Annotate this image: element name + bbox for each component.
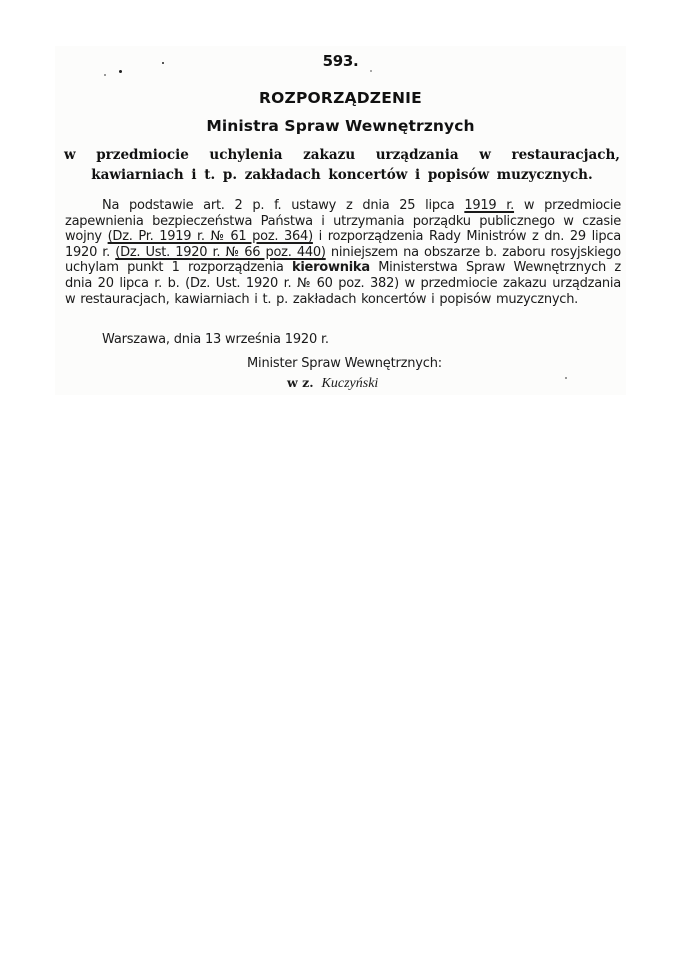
scan-speck [565,377,567,379]
body-text-segment: Na podstawie art. 2 p. f. ustawy z dnia 25 lipca [102,198,465,213]
body-text-segment: niniejszem na obszarze b. zaboru rosyjskiego uchylam punkt 1 rozporządzenia [65,244,621,276]
underlined-reference: (Dz. Pr. 1919 r. № 61 poz. 364) [107,229,313,245]
bold-word: kierownika [291,260,370,276]
scan-speck [119,70,122,73]
underlined-reference: (Dz. Ust. 1920 r. № 66 poz. 440) [115,244,326,260]
body-text-segment: i rozporządzenia Rady Ministrów z dn. 29 lipca 1920 r. [65,229,622,260]
body-text-segment: w przedmiocie zapewnienia bezpieczeństwa Państwa i utrzymania porządku publicznego w czasie wojny [65,198,622,245]
document-title: ROZPORZĄDZENIE [259,89,422,107]
page-number: 593. [322,52,359,70]
document-subject: w przedmiocie uchylenia zakazu urządzania w restauracjach, kawiarniach i t. p. zakładach koncertów i popisów muzycznych. [64,147,620,183]
signatory-title: Minister Spraw Wewnętrznych: [247,356,442,371]
body-text-segment: Ministerstwa Spraw Wewnętrznych z dnia 20 lipca r. b. (Dz. Ust. 1920 r. № 60 poz. 382) w przedmiocie zakazu urządzania w restauracjach, kawiarniach i t. p. zakładach koncertów i popisów muzycznych. [65,260,621,307]
underlined-reference: 1919 r. [464,198,515,213]
scan-speck [370,70,372,72]
place-and-date: Warszawa, dnia 13 września 1920 r. [102,332,329,347]
signature-name: Kuczyński [321,376,379,391]
document-subtitle: Ministra Spraw Wewnętrznych [206,117,475,135]
body-paragraph [65,198,621,307]
signature [287,375,378,392]
signature-prefix: w z. [287,375,314,390]
document-body [65,198,621,307]
scan-speck [104,74,106,76]
